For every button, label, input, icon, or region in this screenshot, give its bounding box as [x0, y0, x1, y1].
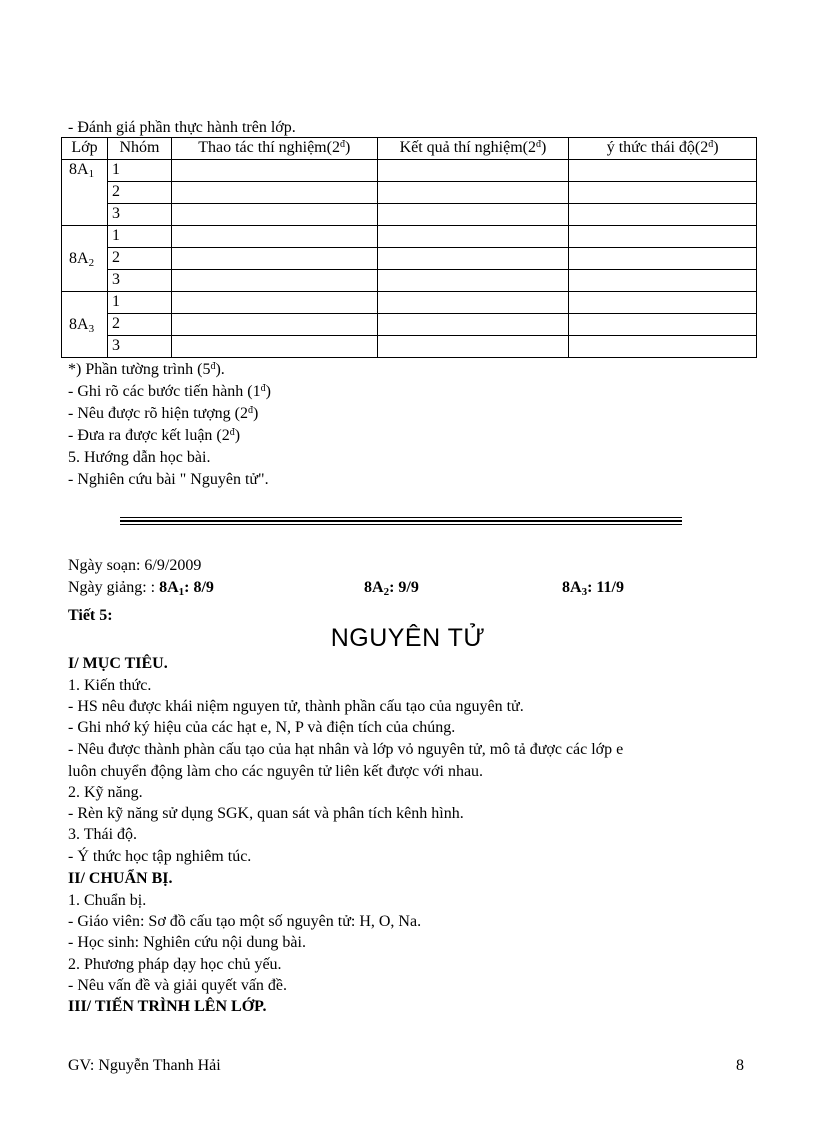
report-steps: - Ghi rõ các bước tiến hành $(1^đ)$ — [68, 383, 271, 400]
section-1-heading: I/ MỤC TIÊU. — [68, 655, 168, 672]
s2-method-a: - Nêu vấn đề và giải quyết vấn đề. — [68, 977, 288, 994]
date-taught: Ngày giảng: : $8A_1$: 8/9 — [68, 579, 214, 598]
report-phenomenon: - Nêu được rõ hiện tượng $(2^đ)$ — [68, 405, 259, 422]
table-row — [62, 204, 757, 226]
s1-knowledge-c1: - Nêu được thành phàn cấu tạo của hạt nhân và lớp vỏ nguyên tử, mô tả được các lớp e — [68, 741, 624, 758]
table-row — [62, 270, 757, 292]
group-cell: 3 — [107, 204, 171, 226]
homework-heading: 5. Hướng dẫn học bài. — [68, 449, 211, 466]
report-conclusion: - Đưa ra được kết luận $(2^đ)$ — [68, 427, 241, 444]
header-class: Lớp — [62, 138, 108, 160]
s1-knowledge-a: - HS nêu được khái niệm nguyen tử, thành phần cấu tạo của nguyên tử. — [68, 698, 524, 715]
divider-top — [120, 517, 682, 518]
table-header-row — [62, 138, 757, 160]
s1-knowledge-c2: luôn chuyển động làm cho các nguyên tử liên kết được với nhau. — [68, 763, 484, 780]
header-group: Nhóm — [107, 138, 171, 160]
group-cell: 2 — [107, 314, 171, 336]
s2-prep: 1. Chuẩn bị. — [68, 892, 147, 909]
footer-page-number: 8 — [736, 1057, 744, 1074]
table-row — [62, 182, 757, 204]
date-prepared: Ngày soạn: 6/9/2009 — [68, 557, 202, 574]
header-result: Kết quả thí $nghiệm(2^đ)$ — [377, 138, 569, 160]
header-attitude: ý thức thái $độ(2^đ)$ — [569, 138, 757, 160]
table-row — [62, 336, 757, 358]
group-cell: 2 — [107, 248, 171, 270]
divider-middle — [120, 520, 682, 522]
date-class-2: $8A_2$: 9/9 — [364, 579, 419, 598]
s2-prep-teacher: - Giáo viên: Sơ đồ cấu tạo một số nguyên tử: H, O, Na. — [68, 913, 422, 930]
group-cell: 3 — [107, 270, 171, 292]
table-row — [62, 314, 757, 336]
s1-attitude: 3. Thái độ. — [68, 826, 138, 843]
s2-prep-student: - Học sinh: Nghiên cứu nội dung bài. — [68, 934, 306, 951]
s1-attitude-a: - Ý thức học tập nghiêm túc. — [68, 848, 252, 865]
table-row — [62, 248, 757, 270]
group-cell: 2 — [107, 182, 171, 204]
section-2-heading: II/ CHUẨN BỊ. — [68, 870, 173, 887]
section-intro: - Đánh giá phần thực hành trên lớp. — [68, 119, 296, 136]
table-row — [62, 292, 757, 314]
class-cell: $8A_3$ — [62, 292, 108, 358]
group-cell: 1 — [107, 226, 171, 248]
group-cell: 1 — [107, 292, 171, 314]
table-row — [62, 226, 757, 248]
footer-teacher: GV: Nguyễn Thanh Hải — [68, 1057, 221, 1074]
s1-skills: 2. Kỹ năng. — [68, 784, 143, 801]
s2-method: 2. Phương pháp dạy học chủ yếu. — [68, 956, 282, 973]
class-cell: $8A_1$ — [62, 160, 108, 226]
homework-item: - Nghiên cứu bài " Nguyên tử". — [68, 471, 269, 488]
date-class-3: $8A_3$: 11/9 — [562, 579, 624, 598]
divider-bottom — [120, 524, 682, 525]
group-cell: 3 — [107, 336, 171, 358]
header-operation: Thao tác thí $nghiệm(2^đ)$ — [171, 138, 377, 160]
lesson-title: NGUYÊN TỬ — [330, 624, 486, 652]
s1-knowledge-b: - Ghi nhớ ký hiệu của các hạt e, N, P và điện tích của chúng. — [68, 719, 456, 736]
group-cell: 1 — [107, 160, 171, 182]
table-row — [62, 160, 757, 182]
period-label: Tiết 5: — [68, 607, 113, 624]
section-3-heading: III/ TIẾN TRÌNH LÊN LỚP. — [68, 998, 267, 1015]
grading-table — [61, 137, 757, 358]
class-cell: $8A_2$ — [62, 226, 108, 292]
report-title: *) Phần tường trình $(5^đ)$. — [68, 361, 225, 378]
s1-skills-a: - Rèn kỹ năng sử dụng SGK, quan sát và phân tích kênh hình. — [68, 805, 464, 822]
s1-knowledge: 1. Kiến thức. — [68, 677, 152, 694]
